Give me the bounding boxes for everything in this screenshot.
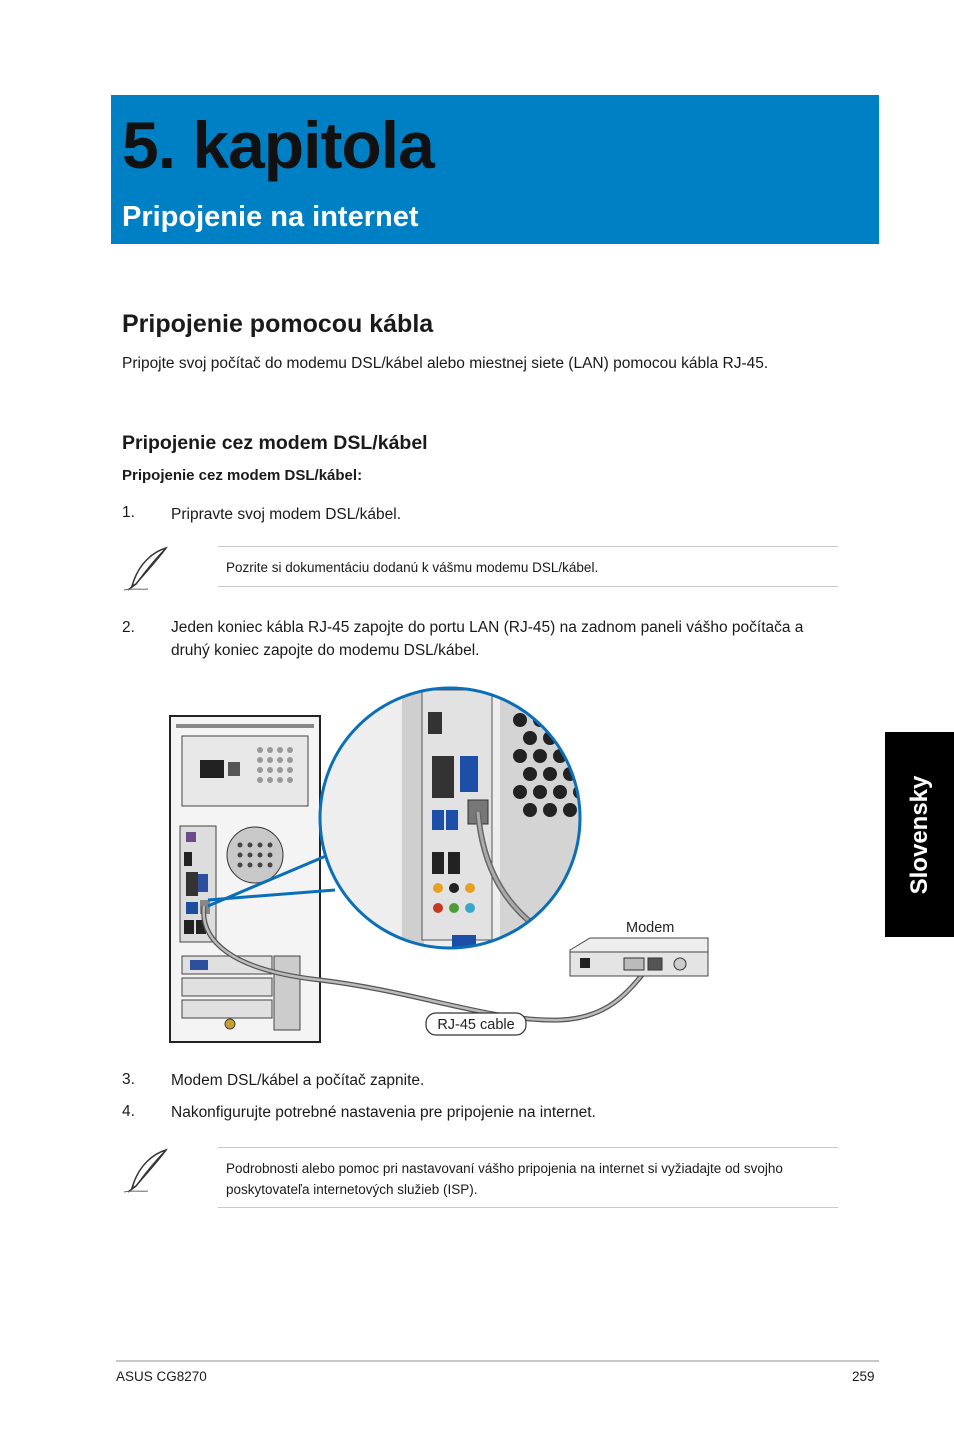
step-text: Modem DSL/kábel a počítač zapnite. [171, 1072, 425, 1089]
language-tab-label: Slovensky [905, 775, 933, 894]
subsection-heading: Pripojenie cez modem DSL/kábel [122, 432, 428, 454]
note-top-rule [218, 1147, 838, 1148]
modem-label: Modem [626, 920, 675, 936]
footer-product: ASUS CG8270 [116, 1369, 207, 1384]
note-top-rule [218, 546, 838, 547]
footer-rule [116, 1360, 879, 1362]
step-text: Nakonfigurujte potrebné nastavenia pre pripojenie na internet. [171, 1104, 596, 1121]
step-number: 3. [122, 1071, 135, 1088]
section-heading: Pripojenie pomocou kábla [122, 310, 434, 338]
note-text: Podrobnosti alebo pomoc pri nastavovaní vášho pripojenia na internet si vyžiadajte od svojho poskytovateľa internetových služieb (ISP). [226, 1161, 783, 1197]
connection-diagram [160, 680, 720, 1050]
modem-device [570, 938, 708, 976]
language-tab [885, 732, 954, 937]
feather-pen-icon [122, 1146, 172, 1196]
cable-label: RJ-45 cable [437, 1017, 515, 1033]
note-text: Pozrite si dokumentáciu dodanú k vášmu modemu DSL/kábel. [226, 560, 599, 575]
page-number: 259 [852, 1369, 875, 1384]
feather-pen-icon [122, 544, 172, 594]
pc-tower-rear [170, 716, 320, 1042]
step-text: Pripravte svoj modem DSL/kábel. [171, 506, 402, 523]
procedure-title: Pripojenie cez modem DSL/kábel: [122, 467, 363, 484]
step-number: 2. [122, 619, 135, 636]
step-number: 1. [122, 504, 135, 521]
chapter-title: 5. kapitola [122, 108, 434, 182]
chapter-subtitle: Pripojenie na internet [122, 201, 419, 233]
step-text: Jeden koniec kábla RJ-45 zapojte do portu LAN (RJ-45) na zadnom paneli vášho počítača a druhý koniec zapojte do modemu DSL/kábel. [171, 619, 804, 659]
section-intro: Pripojte svoj počítač do modemu DSL/kábel alebo miestnej siete (LAN) pomocou kábla RJ-45. [122, 355, 769, 372]
lan-port-callout [320, 680, 610, 960]
note-bottom-rule [218, 586, 838, 587]
note-bottom-rule [218, 1207, 838, 1208]
step-number: 4. [122, 1103, 135, 1120]
